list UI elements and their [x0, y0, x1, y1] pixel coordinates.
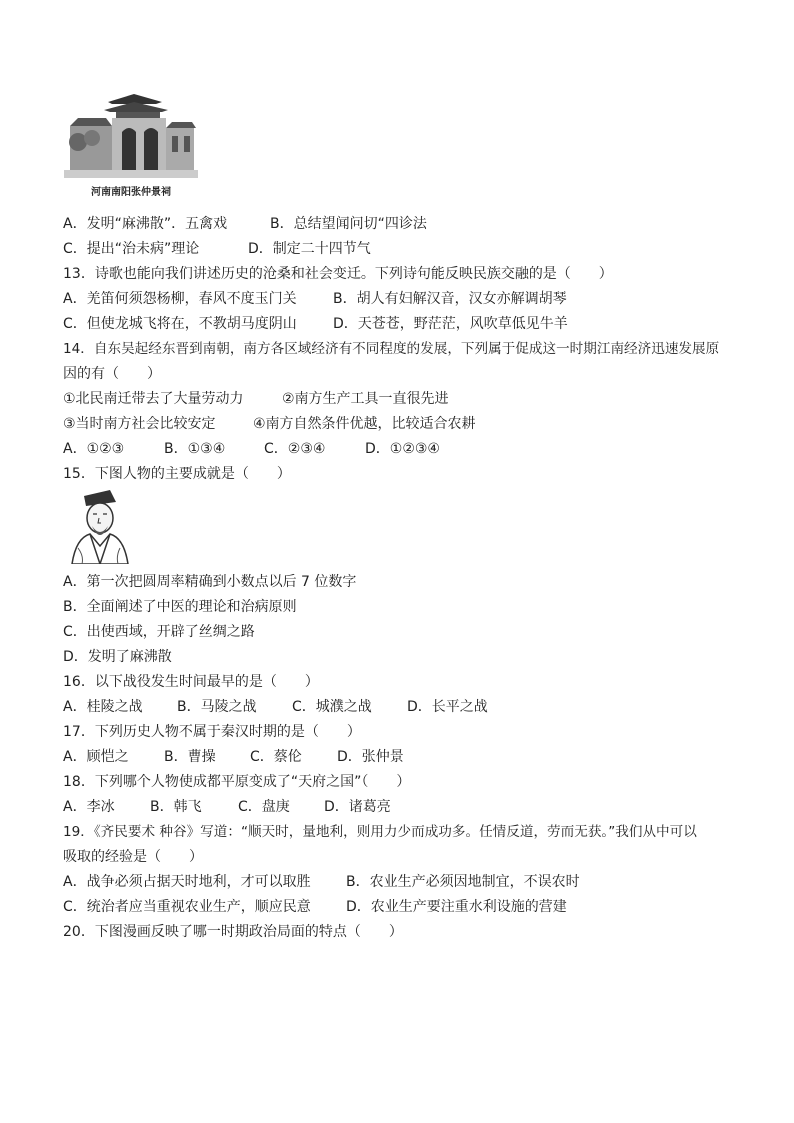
q16-option-d: D．长平之战 [407, 699, 488, 715]
shrine-photo [64, 92, 198, 204]
q19-stem-line2: 吸取的经验是（ ） [63, 849, 203, 865]
q12-option-c: C．提出“治未病”理论 [63, 241, 200, 257]
q14-option-d: D．①②③④ [365, 441, 440, 457]
q17-option-c: C．蔡伦 [250, 749, 302, 765]
q13-option-a: A．羌笛何须怨杨柳，春风不度玉门关 [63, 291, 297, 307]
q13-stem: 13．诗歌也能向我们讲述历史的沧桑和社会变迁。下列诗句能反映民族交融的是（ ） [63, 266, 613, 282]
photo-caption: 河南南阳张仲景祠 [91, 187, 171, 198]
q14-item-2: ②南方生产工具一直很先进 [282, 391, 449, 407]
q16-option-c: C．城濮之战 [292, 699, 372, 715]
q16-stem: 16．以下战役发生时间最早的是（ ） [63, 674, 319, 690]
q16-option-b: B．马陵之战 [177, 699, 257, 715]
q14-option-b: B．①③④ [164, 441, 226, 457]
q15-option-a: A．第一次把圆周率精确到小数点以后 7 位数字 [63, 574, 357, 590]
q18-stem: 18．下列哪个人物使成都平原变成了“天府之国”（ ） [63, 774, 411, 790]
q19-option-b: B．农业生产必须因地制宜，不误农时 [346, 874, 580, 890]
q17-option-a: A．顾恺之 [63, 749, 129, 765]
q14-stem-line2: 因的有（ ） [63, 366, 161, 382]
q18-option-d: D．诸葛亮 [324, 799, 391, 815]
q13-option-c: C．但使龙城飞将在，不教胡马度阴山 [63, 316, 297, 332]
q17-option-b: B．曹操 [164, 749, 216, 765]
q13-option-d: D．天苍苍，野茫茫，风吹草低见牛羊 [333, 316, 568, 332]
shrine-image [64, 92, 198, 204]
q14-stem-line1: 14．自东吴起经东晋到南朝，南方各区域经济有不同程度的发展，下列属于促成这一时期江南经济迅速发展原 [63, 341, 720, 357]
q18-option-c: C．盘庚 [238, 799, 290, 815]
q12-option-a: A．发明“麻沸散”．五禽戏 [63, 216, 228, 232]
q15-option-d: D．发明了麻沸散 [63, 649, 172, 665]
q19-option-a: A．战争必须占据天时地利，才可以取胜 [63, 874, 311, 890]
q16-option-a: A．桂陵之战 [63, 699, 143, 715]
q14-item-3: ③当时南方社会比较安定 [63, 416, 216, 432]
q20-stem: 20．下图漫画反映了哪一时期政治局面的特点（ ） [63, 924, 403, 940]
q14-item-4: ④南方自然条件优越，比较适合农耕 [253, 416, 476, 432]
q17-stem: 17．下列历史人物不属于秦汉时期的是（ ） [63, 724, 361, 740]
q18-option-a: A．李冰 [63, 799, 115, 815]
q15-stem: 15．下图人物的主要成就是（ ） [63, 466, 291, 482]
portrait-image [66, 486, 132, 564]
q12-option-d: D．制定二十四节气 [248, 241, 371, 257]
q14-item-1: ①北民南迁带去了大量劳动力 [63, 391, 244, 407]
q19-option-c: C．统治者应当重视农业生产，顺应民意 [63, 899, 311, 915]
q12-option-b: B．总结望闻问切“四诊法 [270, 216, 427, 232]
q15-option-c: C．出使西域，开辟了丝绸之路 [63, 624, 255, 640]
q14-option-c: C．②③④ [264, 441, 326, 457]
q17-option-d: D．张仲景 [337, 749, 404, 765]
q13-option-b: B．胡人有妇解汉音，汉女亦解调胡琴 [333, 291, 567, 307]
q14-option-a: A．①②③ [63, 441, 125, 457]
q15-option-b: B．全面阐述了中医的理论和治病原则 [63, 599, 297, 615]
q19-option-d: D．农业生产要注重水利设施的营建 [346, 899, 567, 915]
q19-stem-line1: 19．《齐民要术 种谷》写道：“顺天时，量地利，则用力少而成功多。任情反道，劳而无获。”我们从中可以 [63, 824, 697, 840]
q18-option-b: B．韩飞 [150, 799, 202, 815]
